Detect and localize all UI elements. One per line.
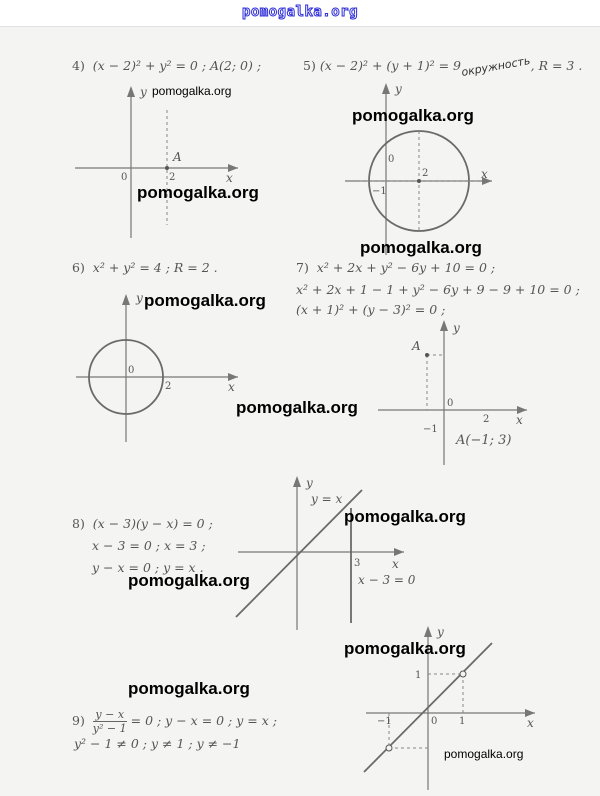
graph-8-label-yx: y = x bbox=[311, 492, 343, 506]
graph-4-y-arrow-icon bbox=[127, 86, 135, 97]
watermark[interactable]: pomogalka.org bbox=[137, 183, 259, 202]
site-title[interactable]: pomogalka.org bbox=[241, 4, 359, 20]
graph-4-y-label: y bbox=[140, 85, 147, 99]
graph-6-tick-2: 2 bbox=[165, 381, 172, 392]
problem-7-line2: x² + 2x + 1 − 1 + y² − 6y + 9 − 9 + 10 = 0 ; bbox=[296, 282, 580, 297]
graph-5-tick-0: 0 bbox=[388, 154, 395, 165]
graph-9-hole-m1 bbox=[386, 745, 392, 751]
graph-7-caption: A(−1; 3) bbox=[456, 433, 512, 448]
problem-7-line3: (x + 1)² + (y − 3)² = 0 ; bbox=[296, 302, 446, 317]
graph-7 bbox=[378, 320, 527, 465]
graph-7-tick-2: 2 bbox=[483, 414, 490, 425]
graph-9-y-label: y bbox=[437, 625, 444, 639]
watermark[interactable]: pomogalka.org bbox=[128, 571, 250, 590]
problem-9-line2: y² − 1 ≠ 0 ; y ≠ 1 ; y ≠ −1 bbox=[74, 736, 241, 751]
graph-5-center bbox=[417, 179, 421, 183]
graph-5-y-arrow-icon bbox=[382, 83, 390, 94]
graph-9-hole-1 bbox=[460, 671, 466, 677]
fraction-denominator: y² − 1 bbox=[92, 722, 127, 735]
problem-8-line2: x − 3 = 0 ; x = 3 ; bbox=[92, 538, 206, 553]
problem-7-line1: 7) x² + 2x + y² − 6y + 10 = 0 ; bbox=[296, 260, 496, 275]
graph-6-y-arrow-icon bbox=[122, 294, 130, 305]
watermark[interactable]: pomogalka.org bbox=[344, 639, 466, 658]
graph-6 bbox=[76, 291, 238, 442]
graph-6-x-label: x bbox=[228, 380, 235, 394]
watermark[interactable]: pomogalka.org bbox=[352, 106, 474, 125]
graph-8-x-label: x bbox=[392, 557, 399, 571]
graph-8-y-label: y bbox=[306, 476, 313, 490]
problem-4-equation: 4) (x − 2)² + y² = 0 ; A(2; 0) ; bbox=[72, 58, 262, 73]
watermark[interactable]: pomogalka.org bbox=[444, 747, 524, 761]
graph-8-y-arrow-icon bbox=[293, 476, 301, 487]
graph-4 bbox=[75, 85, 238, 238]
graph-5-tick-m1: −1 bbox=[372, 186, 387, 197]
graph-7-y-label: y bbox=[453, 321, 460, 335]
graph-4-point-a bbox=[165, 166, 169, 170]
graph-7-tick-0: 0 bbox=[447, 398, 454, 409]
graph-9-tick-1: 1 bbox=[459, 716, 466, 727]
graph-9-tick-m1: −1 bbox=[377, 716, 392, 727]
handwritten-note: окружность bbox=[460, 54, 532, 79]
graph-9-y-arrow-icon bbox=[424, 626, 432, 637]
watermark[interactable]: pomogalka.org bbox=[128, 679, 250, 698]
watermark[interactable]: pomogalka.org bbox=[360, 238, 482, 257]
problem-6-equation: 6) x² + y² = 4 ; R = 2 . bbox=[72, 260, 218, 275]
watermark[interactable]: pomogalka.org bbox=[344, 507, 466, 526]
graph-8-label-x3: x − 3 = 0 bbox=[358, 573, 416, 587]
graph-6-tick-0: 0 bbox=[128, 365, 135, 376]
graph-4-tick-2: 2 bbox=[169, 172, 176, 183]
graph-9-tick-y1: 1 bbox=[415, 670, 422, 681]
graph-5-y-label: y bbox=[395, 82, 402, 96]
problem-8-line1: 8) (x − 3)(y − x) = 0 ; bbox=[72, 516, 213, 531]
problem-9-line1: 9) $\frac{y - x}{\text{y² − 1}}$ = 0 ; y − x = 0 ; y = x ; bbox=[72, 708, 277, 735]
graph-8-x-arrow-icon bbox=[394, 548, 404, 556]
watermark[interactable]: pomogalka.org bbox=[152, 84, 232, 98]
problem-8-line3: y − x = 0 ; y = x . bbox=[92, 560, 204, 575]
graph-5-tick-2: 2 bbox=[422, 168, 429, 179]
graph-7-point-label: A bbox=[412, 339, 421, 353]
graph-7-tick-m1: −1 bbox=[423, 424, 438, 435]
graph-8-tick-3: 3 bbox=[354, 558, 361, 569]
fraction-numerator: y − x bbox=[93, 708, 127, 722]
graph-4-x-label: x bbox=[226, 171, 233, 185]
graph-5-x-label: x bbox=[481, 167, 488, 181]
graph-4-tick-0: 0 bbox=[121, 172, 128, 183]
graph-4-point-label: A bbox=[173, 150, 182, 164]
graph-7-point-a bbox=[425, 353, 429, 357]
problem-5-equation: 5) (x − 2)² + (y + 1)² = 9окружность, R = 3 . bbox=[303, 54, 583, 79]
graph-9-x-label: x bbox=[527, 716, 534, 730]
graph-9-tick-0: 0 bbox=[431, 716, 438, 727]
graph-8 bbox=[236, 476, 416, 630]
graph-7-y-arrow-icon bbox=[440, 320, 448, 331]
graph-7-x-label: x bbox=[516, 413, 523, 427]
watermark[interactable]: pomogalka.org bbox=[236, 398, 358, 417]
watermark[interactable]: pomogalka.org bbox=[144, 291, 266, 310]
graph-6-y-label: y bbox=[136, 291, 143, 305]
